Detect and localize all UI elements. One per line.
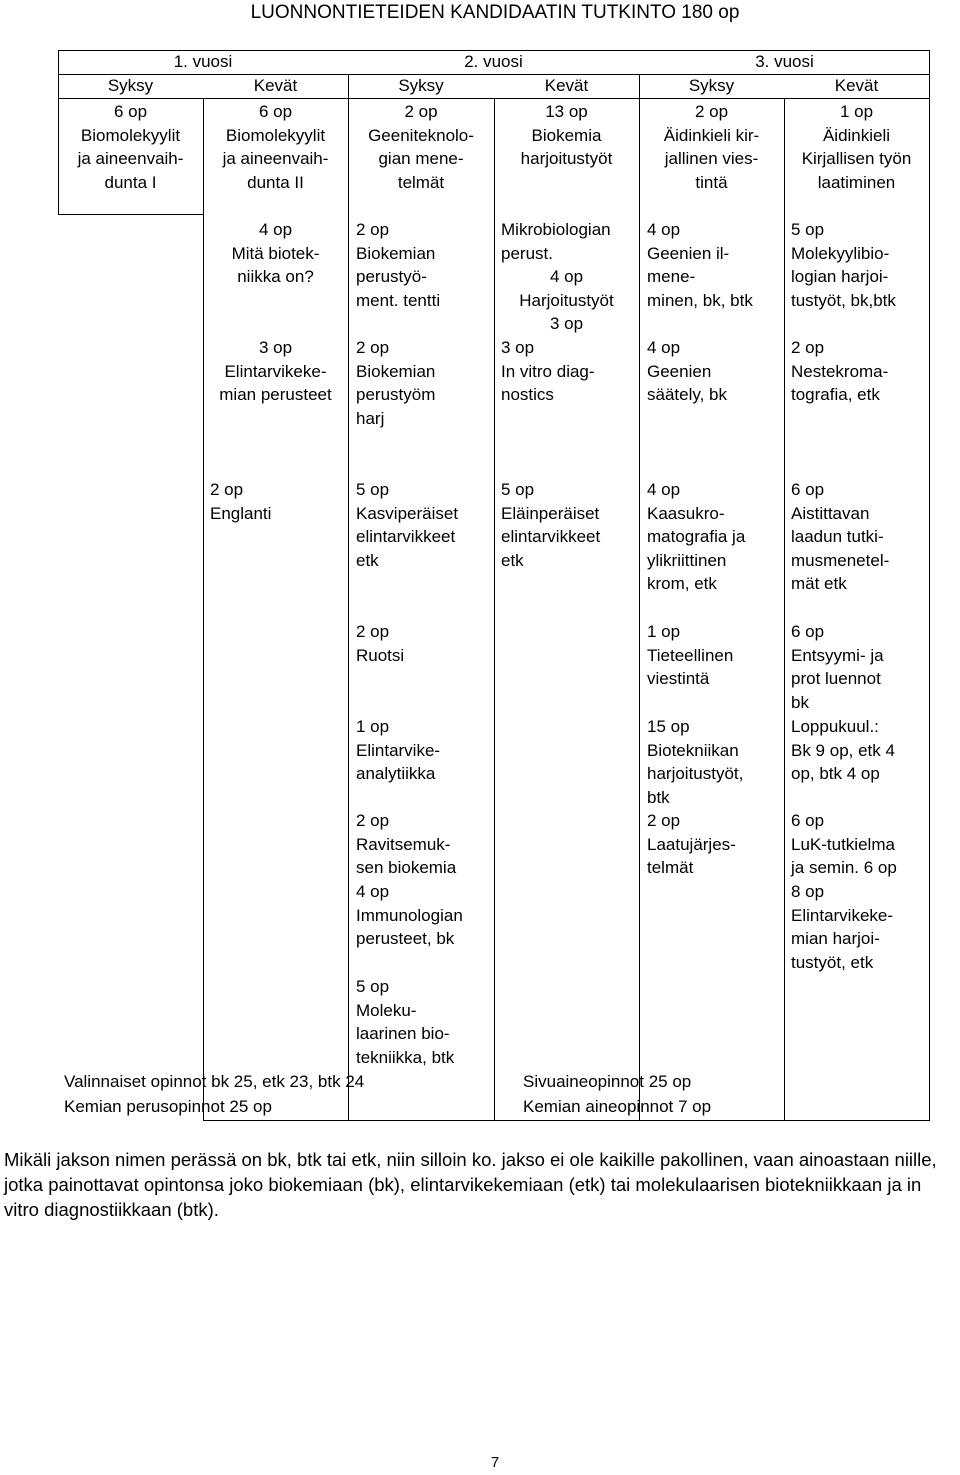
course-cell: 2 op Biokemian perustyöm harj bbox=[356, 338, 436, 428]
course-cell: 3 op In vitro diag- nostics bbox=[501, 338, 595, 404]
elective-studies: Valinnaiset opinnot bk 25, etk 23, btk 24 bbox=[64, 1072, 365, 1091]
year-header: 2. vuosi bbox=[464, 52, 523, 71]
column-divider bbox=[639, 74, 640, 1120]
course-cell: 6 op Biomolekyylit ja aineenvaih- dunta I bbox=[77, 102, 184, 192]
course-cell: 5 op Eläinperäiset elintarvikkeet etk bbox=[501, 480, 601, 570]
year-header: 1. vuosi bbox=[173, 52, 233, 71]
season-header: Kevät bbox=[253, 76, 298, 95]
course-cell: 4 op Geenien säätely, bk bbox=[647, 338, 728, 404]
course-cell: 1 op Äidinkieli Kirjallisen työn laatiminen bbox=[801, 102, 912, 192]
course-cell: 6 op Biomolekyylit ja aineenvaih- dunta II bbox=[222, 102, 329, 192]
intermediate-studies: Kemian aineopinnot 7 op bbox=[523, 1097, 712, 1116]
course-cell: 4 op Immunologian perusteet, bk bbox=[356, 882, 463, 948]
season-header: Kevät bbox=[834, 76, 879, 95]
season-header: Syksy bbox=[398, 76, 444, 95]
course-cell: 2 op Englanti bbox=[210, 480, 272, 523]
course-cell: Mikrobiologian perust. bbox=[501, 220, 611, 263]
minor-studies: Sivuaineopinnot 25 op bbox=[523, 1072, 692, 1091]
course-cell: 4 op Harjoitustyöt 3 op bbox=[519, 267, 614, 333]
first-column-divider bbox=[58, 214, 203, 215]
course-cell: 1 op Elintarvike- analytiikka bbox=[356, 717, 441, 783]
course-cell: 2 op Geeniteknolo- gian mene- telmät bbox=[368, 102, 474, 192]
season-header: Syksy bbox=[688, 76, 735, 95]
course-cell: 5 op Molekyylibio- logian harjoi- tustyöt, bk,btk bbox=[791, 220, 896, 310]
document-title: LUONNONTIETEIDEN KANDIDAATIN TUTKINTO 180 op bbox=[250, 2, 740, 23]
table-border-bottom bbox=[203, 1120, 930, 1121]
course-cell: 6 op LuK-tutkielma ja semin. 6 op bbox=[791, 811, 897, 877]
course-cell: 8 op Elintarvikeke- mian harjoi- tustyöt, etk bbox=[791, 882, 894, 972]
column-divider bbox=[348, 74, 349, 1120]
course-cell: 6 op Aistittavan laadun tutki- musmenetel- mät etk bbox=[791, 480, 890, 593]
course-cell: 5 op Kasviperäiset elintarvikkeet etk bbox=[356, 480, 459, 570]
course-cell: Loppukuul.: Bk 9 op, etk 4 op, btk 4 op bbox=[791, 717, 895, 783]
page-number: 7 bbox=[490, 1454, 500, 1471]
course-cell: 4 op Geenien il- mene- minen, bk, btk bbox=[647, 220, 753, 310]
footnote: Mikäli jakson nimen perässä on bk, btk tai etk, niin silloin ko. jakso ei ole kaikille pakollinen, vaan ainoastaan niille, jotka painottavat opintonsa joko biokemiaan (bk), elintarvikekemiaan (etk) tai molekulaarisen biotekniikkaan ja in vitro diagnostiikkaan (btk). bbox=[4, 1149, 937, 1220]
season-header: Kevät bbox=[544, 76, 589, 95]
column-divider bbox=[494, 98, 495, 1120]
course-cell: 13 op Biokemia harjoitustyöt bbox=[520, 102, 613, 168]
course-cell: 3 op Elintarvikeke- mian perusteet bbox=[219, 338, 332, 404]
course-cell: 15 op Biotekniikan harjoitustyöt, btk bbox=[647, 717, 744, 807]
basic-studies: Kemian perusopinnot 25 op bbox=[64, 1097, 272, 1116]
course-cell: 4 op Kaasukro- matografia ja ylikriittinen krom, etk bbox=[647, 480, 746, 593]
table-border-right bbox=[929, 50, 930, 1120]
season-header: Syksy bbox=[107, 76, 154, 95]
course-cell: 2 op Äidinkieli kir- jallinen vies- tintä bbox=[663, 102, 760, 192]
year-header: 3. vuosi bbox=[755, 52, 814, 71]
course-cell: 2 op Biokemian perustyö- ment. tentti bbox=[356, 220, 441, 310]
column-divider bbox=[784, 98, 785, 1120]
course-cell: 2 op Nestekroma- tografia, etk bbox=[791, 338, 889, 404]
course-cell: 1 op Tieteellinen viestintä bbox=[647, 622, 734, 688]
course-cell: 2 op Ravitsemuk- sen biokemia bbox=[356, 811, 457, 877]
course-cell: 5 op Moleku- laarinen bio- tekniikka, btk bbox=[356, 977, 455, 1067]
curriculum-table bbox=[58, 50, 930, 1120]
course-cell: 2 op Ruotsi bbox=[356, 622, 405, 665]
course-cell: 6 op Entsyymi- ja prot luennot bk bbox=[791, 622, 884, 712]
course-cell: 4 op Mitä biotek- niikka on? bbox=[231, 220, 320, 286]
course-cell: 2 op Laatujärjes- telmät bbox=[647, 811, 736, 877]
